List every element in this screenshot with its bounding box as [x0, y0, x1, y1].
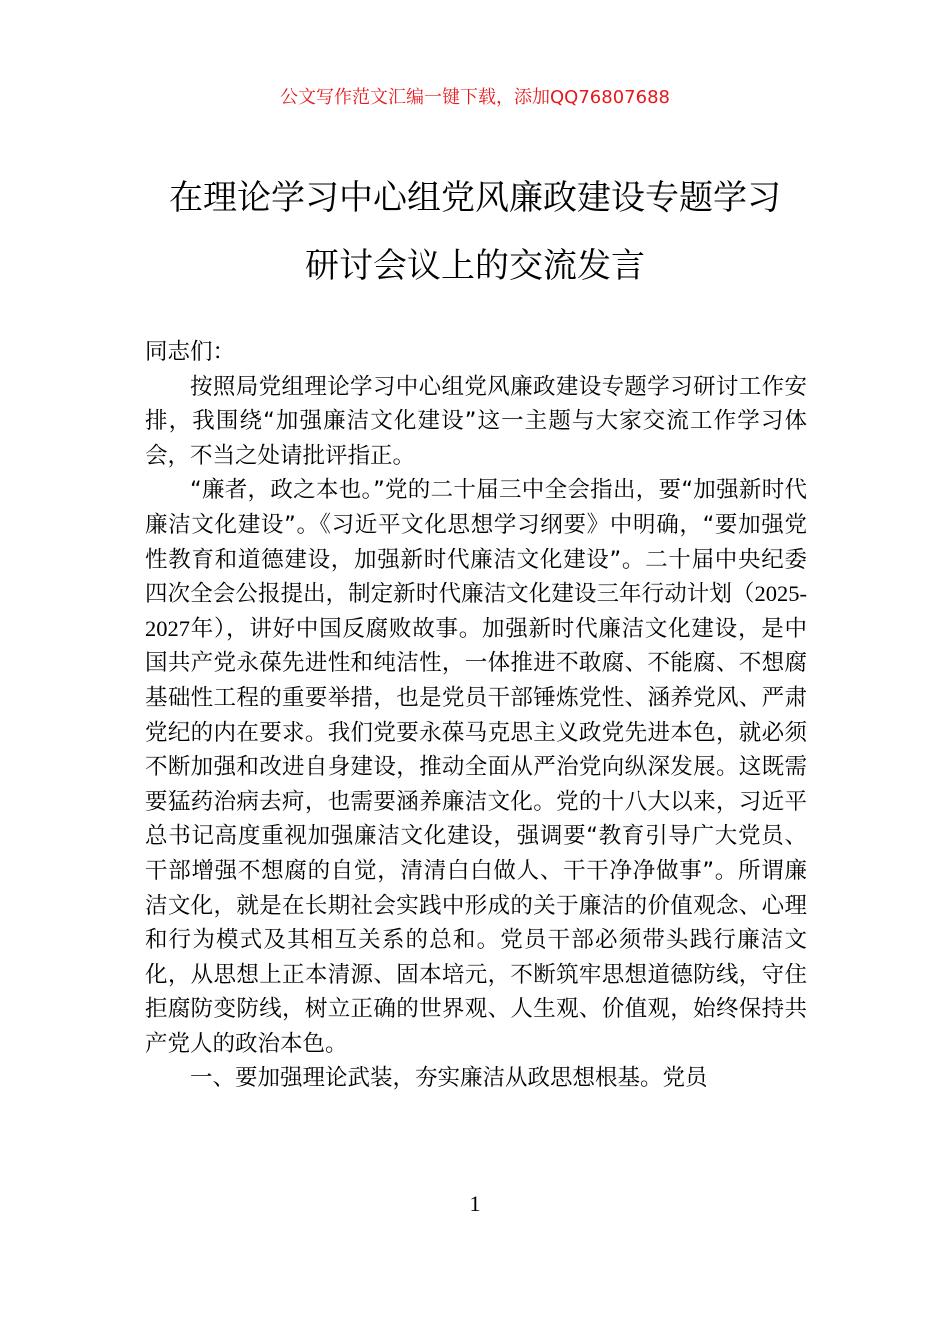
salutation: 同志们：: [145, 339, 236, 365]
download-banner: 公文写作范文汇编一键下载，添加QQ76807688: [280, 87, 670, 108]
paragraph-2-part-1: “廉者，政之本也。”党的二十届三中全会指出，要“加强新时代廉洁文化建设”。《习近平文化思想学习纲要》中明确，“要加强党性教育和道德建设，加强新时代廉洁文化建设”。二十届中央纪委四次全会公报提出，制定新时代廉洁文化建设三年行动计划（: [145, 477, 807, 608]
paragraph-2-years: 2025-2027: [145, 581, 807, 641]
document-body: [145, 335, 807, 1096]
paragraph-2: [145, 473, 807, 1061]
document-title-line-2: 研讨会议上的交流发言: [305, 246, 645, 286]
page-number: 1: [469, 1191, 481, 1216]
paragraph-1: 按照局党组理论学习中心组党风廉政建设专题学习研讨工作安排，我围绕“加强廉洁文化建设”这一主题与大家交流工作学习体会，不当之处请批评指正。: [145, 373, 807, 469]
paragraph-2-part-2: 年），讲好中国反腐败故事。加强新时代廉洁文化建设，是中国共产党永葆先进性和纯洁性，一体推进不敢腐、不能腐、不想腐基础性工程的重要举措，也是党员干部锤炼党性、涵养党风、严肃党纪的内在要求。我们党要永葆马克思主义政党先进本色，就必须不断加强和改进自身建设，推动全面从严治党向纵深发展。这既需要猛药治病去疴，也需要涵养廉洁文化。党的十八大以来，习近平总书记高度重视加强廉洁文化建设，强调要“教育引导广大党员、干部增强不想腐的自觉，清清白白做人、干干净净做事”。所谓廉洁文化，就是在长期社会实践中形成的关于廉洁的价值观念、心理和行为模式及其相互关系的总和。党员干部必须带头践行廉洁文化，从思想上正本清源、固本培元，不断筑牢思想道德防线，守住拒腐防变防线，树立正确的世界观、人生观、价值观，始终保持共产党人的政治本色。: [145, 615, 807, 1057]
document-title-line-1: 在理论学习中心组党风廉政建设专题学习: [169, 178, 781, 218]
paragraph-3: 一、要加强理论武装，夯实廉洁从政思想根基。党员: [190, 1065, 708, 1092]
